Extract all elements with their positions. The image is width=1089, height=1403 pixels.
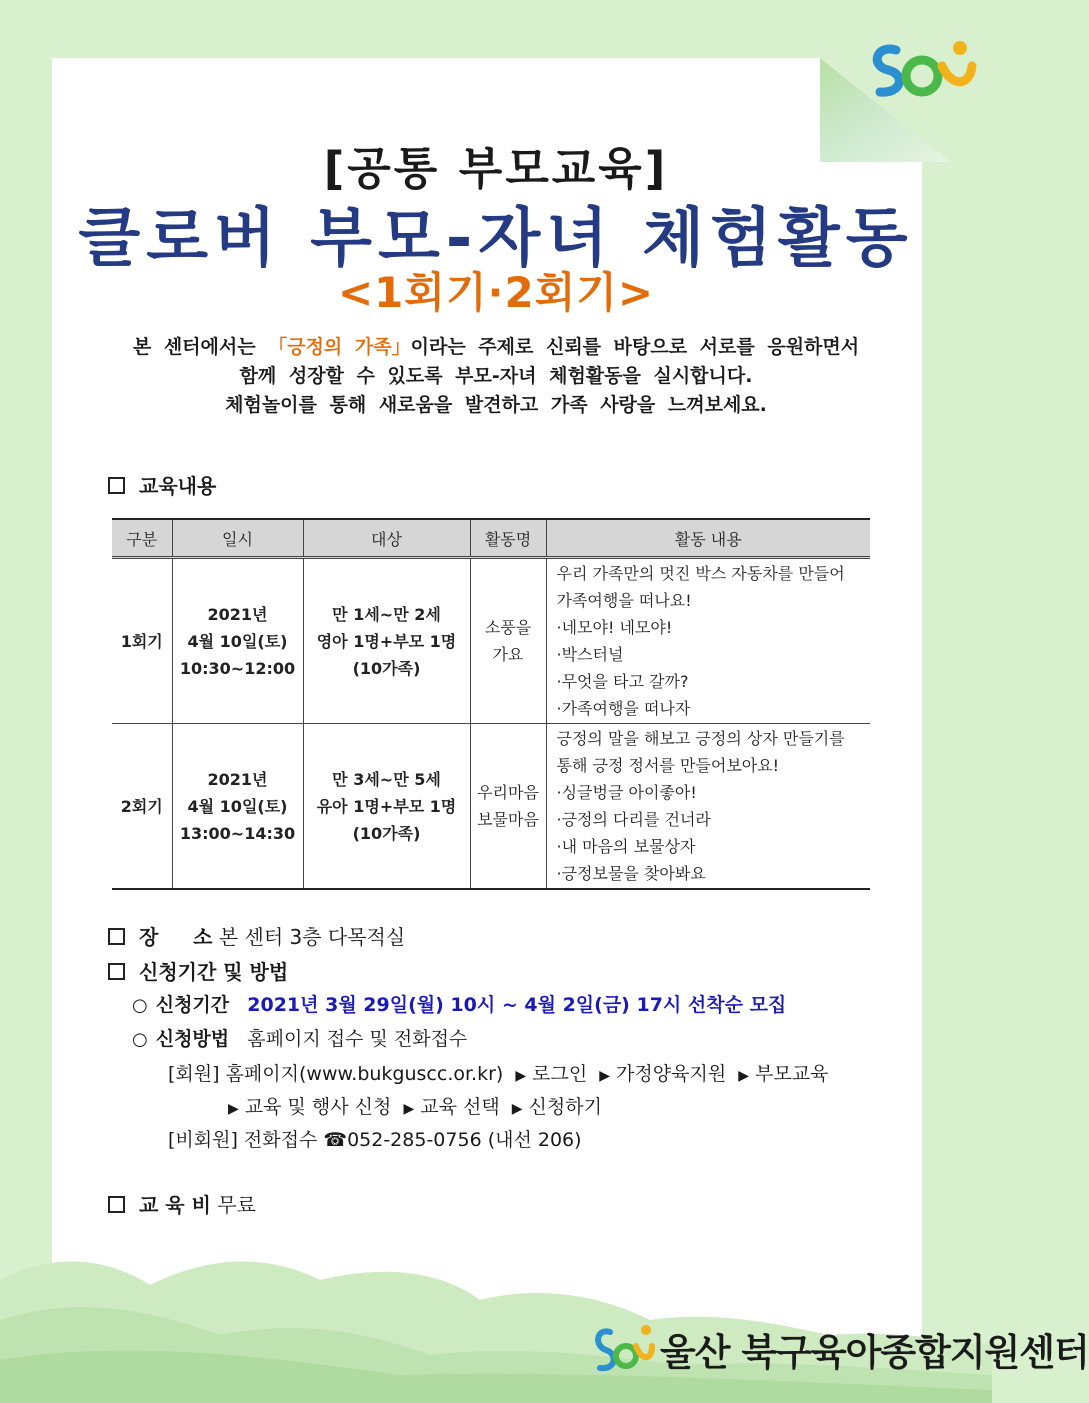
- intro-line1-pre: 본 센터에서는: [132, 336, 269, 358]
- circle-bullet-icon: ○: [132, 1029, 148, 1050]
- section-content-heading: 교육내용: [108, 470, 216, 499]
- intro-line3: 체험놀이를 통해 새로움을 발견하고 가족 사랑을 느껴보세요.: [225, 394, 767, 416]
- table-header: 활동 내용: [546, 519, 870, 558]
- nonmember-prefix: [비회원] 전화접수: [168, 1129, 318, 1151]
- apply-section: [108, 956, 288, 985]
- apply-label: 신청기간 및 방법: [139, 960, 289, 984]
- table-row: [112, 558, 870, 724]
- center-logo-icon: [592, 1320, 654, 1380]
- period-label: 신청기간: [155, 994, 230, 1016]
- intro-highlight: 「긍정의 가족」: [268, 336, 411, 358]
- place-label: 장 소: [139, 925, 213, 949]
- method-label: 신청방법: [155, 1028, 230, 1050]
- method-value: 홈페이지 접수 및 전화접수: [247, 1028, 468, 1050]
- checkbox-square-icon: [108, 963, 125, 980]
- triangle-right-icon: ▶: [738, 1068, 749, 1084]
- fee-label: 교 육 비: [139, 1193, 211, 1217]
- apply-period-line: [132, 990, 786, 1017]
- phone-number: 052-285-0756: [347, 1129, 482, 1151]
- place-value: 본 센터 3층 다목적실: [218, 925, 406, 949]
- title-sub: <1회기·2회기>: [337, 268, 655, 317]
- footer-center-name: 울산 북구육아종합지원센터: [660, 1331, 1089, 1374]
- content-cell: 우리 가족만의 멋진 박스 자동차를 만들어 가족여행을 떠나요! ·네모야! 네모야! ·박스터널 ·무엇을 타고 갈까? ·가족여행을 떠나자: [546, 558, 870, 724]
- apply-method-line: [132, 1024, 467, 1051]
- session-cell: 2회기: [112, 724, 172, 890]
- session-cell: 1회기: [112, 558, 172, 724]
- fee-section: [108, 1189, 256, 1218]
- triangle-right-icon: ▶: [511, 1101, 523, 1117]
- target-cell: 만 3세~만 5세 유아 1명+부모 1명 (10가족): [303, 724, 470, 890]
- triangle-right-icon: ▶: [599, 1068, 611, 1084]
- table-header: 활동명: [470, 519, 546, 558]
- member-steps-line2: ▶ 교육 및 행사 신청 ▶ 교육 선택 ▶ 신청하기: [228, 1096, 602, 1118]
- checkbox-square-icon: [108, 1196, 125, 1213]
- checkbox-square-icon: [108, 928, 125, 945]
- education-table: [112, 518, 870, 890]
- member-steps-line1: [회원] 홈페이지(www.bukguscc.or.kr) ▶ 로그인 ▶ 가정양육지원 ▶ 부모교육: [168, 1063, 829, 1085]
- table-row: [112, 724, 870, 890]
- table-header: 일시: [172, 519, 303, 558]
- phone-icon: ☎: [323, 1129, 348, 1151]
- place-section: [108, 921, 405, 950]
- date-cell: 2021년 4월 10일(토) 13:00~14:30: [172, 724, 303, 890]
- checkbox-square-icon: [108, 477, 125, 494]
- triangle-right-icon: ▶: [403, 1101, 415, 1117]
- nonmember-line: [168, 1125, 582, 1152]
- center-logo-icon: [866, 36, 978, 102]
- activity-cell: 우리마음 보물마음: [470, 724, 546, 890]
- target-cell: 만 1세~만 2세 영아 1명+부모 1명 (10가족): [303, 558, 470, 724]
- period-value: 2021년 3월 29일(월) 10시 ~ 4월 2일(금) 17시 선착순 모집: [247, 994, 787, 1016]
- activity-cell: 소풍을 가요: [470, 558, 546, 724]
- date-cell: 2021년 4월 10일(토) 10:30~12:00: [172, 558, 303, 724]
- table-header: 구분: [112, 519, 172, 558]
- table-header-row: [112, 519, 870, 558]
- content-cell: 긍정의 말을 해보고 긍정의 상자 만들기를 통해 긍정 정서를 만들어보아요! ·싱글벙글 아이좋아! ·긍정의 다리를 건너라 ·내 마음의 보물상자 ·긍정보물을 찾아봐요: [546, 724, 870, 890]
- phone-ext: (내선 206): [487, 1129, 582, 1151]
- intro-line1-post: 이라는 주제로 신뢰를 바탕으로 서로를 응원하면서: [410, 336, 860, 358]
- circle-bullet-icon: ○: [132, 995, 148, 1016]
- title-top: [공통 부모교육]: [323, 142, 669, 195]
- member-prefix: [회원] 홈페이지(www.bukguscc.or.kr): [168, 1063, 504, 1085]
- fee-value: 무료: [217, 1193, 256, 1217]
- title-main: 클로버 부모-자녀 체험활동: [78, 202, 914, 276]
- intro-line2: 함께 성장할 수 있도록 부모-자녀 체험활동을 실시합니다.: [239, 365, 753, 387]
- table-header: 대상: [303, 519, 470, 558]
- triangle-right-icon: ▶: [515, 1068, 527, 1084]
- triangle-right-icon: ▶: [228, 1101, 239, 1117]
- intro-text: [0, 333, 992, 420]
